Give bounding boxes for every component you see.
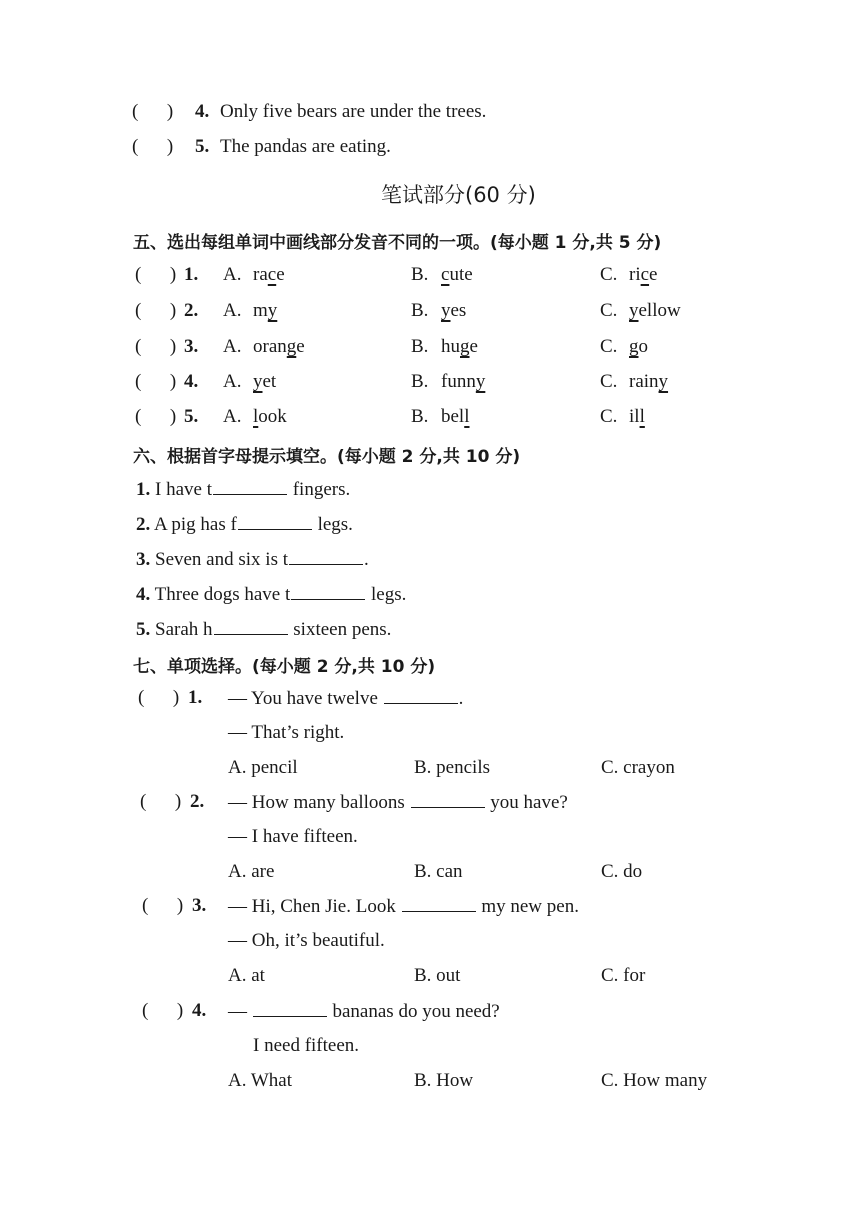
question-number: 4.: [184, 371, 199, 392]
option-b-label: B.: [411, 406, 429, 427]
choice-a: A. What: [228, 1070, 293, 1091]
answer-bracket[interactable]: ( ): [142, 895, 184, 916]
fill-in-item: 3. Seven and six is t .: [136, 549, 369, 570]
answer-bracket[interactable]: ( ): [135, 336, 177, 357]
answer-blank[interactable]: [402, 895, 476, 912]
choice-c: C. do: [601, 861, 643, 882]
question-number: 1.: [188, 687, 203, 708]
fill-in-item: 4. Three dogs have t legs.: [136, 584, 407, 605]
question-text: — bananas do you need?: [228, 1001, 500, 1022]
option-c-word: rainy: [629, 371, 669, 392]
question-number: 3.: [192, 895, 207, 916]
statement-text: The pandas are eating.: [220, 136, 391, 157]
question-number: 1.: [184, 264, 199, 285]
option-b-label: B.: [411, 264, 429, 285]
answer-blank[interactable]: [291, 583, 365, 600]
response-text: — I have fifteen.: [228, 826, 358, 847]
choice-b: B. out: [414, 965, 461, 986]
option-c-label: C.: [600, 264, 618, 285]
option-c-label: C.: [600, 336, 618, 357]
choice-a: A. at: [228, 965, 265, 986]
answer-blank[interactable]: [289, 548, 363, 565]
answer-bracket[interactable]: ( ): [142, 1000, 184, 1021]
option-c-label: C.: [600, 406, 618, 427]
statement-text: Only five bears are under the trees.: [220, 101, 487, 122]
fill-in-item: 2. A pig has f legs.: [136, 514, 353, 535]
option-a-label: A.: [223, 300, 242, 321]
answer-bracket[interactable]: ( ): [135, 371, 177, 392]
option-a-word: look: [253, 406, 287, 427]
answer-blank[interactable]: [214, 618, 288, 635]
section-7-heading: 七、单项选择。(每小题 2 分,共 10 分): [133, 657, 436, 677]
choice-c: C. crayon: [601, 757, 675, 778]
option-a-label: A.: [223, 336, 242, 357]
option-a-word: yet: [253, 371, 277, 392]
option-c-label: C.: [600, 300, 618, 321]
question-number: 2.: [184, 300, 199, 321]
answer-blank[interactable]: [384, 687, 458, 704]
answer-blank[interactable]: [411, 791, 485, 808]
question-text: — Hi, Chen Jie. Look my new pen.: [228, 896, 579, 917]
section-5-heading: 五、选出每组单词中画线部分发音不同的一项。(每小题 1 分,共 5 分): [133, 233, 662, 253]
choice-a: A. pencil: [228, 757, 298, 778]
written-part-title: 笔试部分(60 分): [381, 183, 536, 207]
option-a-label: A.: [223, 371, 242, 392]
option-a-label: A.: [223, 264, 242, 285]
question-number: 5.: [195, 136, 210, 157]
question-number: 3.: [184, 336, 199, 357]
option-a-word: orange: [253, 336, 305, 357]
option-a-word: my: [253, 300, 278, 321]
answer-bracket[interactable]: ( ): [135, 406, 177, 427]
question-number: 2.: [190, 791, 205, 812]
option-a-word: race: [253, 264, 285, 285]
response-text: I need fifteen.: [253, 1035, 360, 1056]
response-text: — Oh, it’s beautiful.: [228, 930, 385, 951]
choice-c: C. How many: [601, 1070, 708, 1091]
question-number: 5.: [184, 406, 199, 427]
choice-b: B. pencils: [414, 757, 490, 778]
answer-bracket[interactable]: ( ): [132, 136, 174, 157]
choice-b: B. How: [414, 1070, 474, 1091]
fill-in-item: 5. Sarah h sixteen pens.: [136, 619, 392, 640]
fill-in-item: 1. I have t fingers.: [136, 479, 351, 500]
section-6-heading: 六、根据首字母提示填空。(每小题 2 分,共 10 分): [133, 447, 521, 467]
option-b-word: bell: [441, 406, 470, 427]
option-b-label: B.: [411, 371, 429, 392]
option-b-label: B.: [411, 336, 429, 357]
choice-b: B. can: [414, 861, 463, 882]
question-text: — How many balloons you have?: [228, 792, 568, 813]
answer-blank[interactable]: [213, 478, 287, 495]
response-text: — That’s right.: [228, 722, 345, 743]
option-b-word: huge: [441, 336, 478, 357]
option-c-word: yellow: [629, 300, 681, 321]
choice-c: C. for: [601, 965, 646, 986]
option-c-word: ill: [629, 406, 645, 427]
answer-bracket[interactable]: ( ): [132, 101, 174, 122]
answer-bracket[interactable]: ( ): [140, 791, 182, 812]
answer-blank[interactable]: [253, 1000, 327, 1017]
answer-bracket[interactable]: ( ): [138, 687, 180, 708]
answer-blank[interactable]: [238, 513, 312, 530]
option-c-label: C.: [600, 371, 618, 392]
question-text: — You have twelve .: [228, 688, 464, 709]
option-b-word: cute: [441, 264, 473, 285]
question-number: 4.: [195, 101, 210, 122]
choice-a: A. are: [228, 861, 275, 882]
answer-bracket[interactable]: ( ): [135, 300, 177, 321]
option-b-word: funny: [441, 371, 486, 392]
option-c-word: rice: [629, 264, 658, 285]
option-b-label: B.: [411, 300, 429, 321]
option-b-word: yes: [441, 300, 467, 321]
option-c-word: go: [629, 336, 648, 357]
question-number: 4.: [192, 1000, 207, 1021]
answer-bracket[interactable]: ( ): [135, 264, 177, 285]
option-a-label: A.: [223, 406, 242, 427]
